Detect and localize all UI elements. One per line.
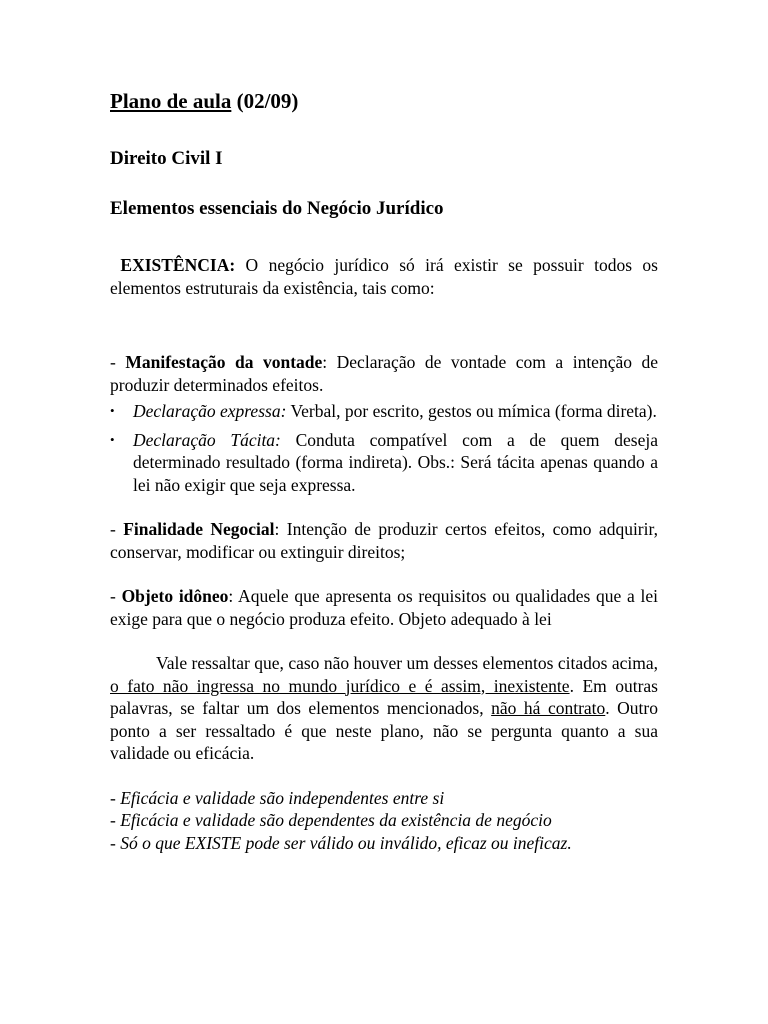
bullet-icon: • [110, 431, 115, 447]
existencia-text: O negócio jurídico só irá existir se possuir todos os elementos estruturais da existência, tais como: [110, 255, 658, 298]
list-item [110, 429, 658, 497]
bullet-label: Declaração expressa: [133, 401, 287, 421]
vale-text-3: . Outro ponto a ser ressaltado é que neste plano, não se pergunta quanto a sua validade ou eficácia. [110, 698, 658, 763]
finalidade-prefix: - [110, 519, 124, 539]
vale-text-1: Vale ressaltar que, caso não houver um desses elementos citados acima, [156, 653, 658, 673]
objeto-text: : Aquele que apresenta os requisitos ou qualidades que a lei exige para que o negócio produza efeito. Objeto adequado à lei [110, 586, 658, 629]
manifestacao-label: Manifestação da vontade [125, 352, 323, 372]
bullet-text: Conduta compatível com a de quem deseja determinado resultado (forma indireta). Obs.: Será tácita apenas quando a lei não exigir que seja expressa. [133, 429, 658, 495]
objeto-prefix: - [110, 586, 122, 606]
vale-paragraph [110, 652, 658, 765]
finalidade-label: Finalidade Negocial [123, 519, 275, 539]
vale-underline-2: não há contrato [491, 698, 606, 718]
conclusion-line: - Eficácia e validade são dependentes da existência de negócio [110, 810, 552, 830]
bullet-icon: • [110, 403, 115, 418]
page-title [110, 86, 658, 116]
declaration-list [110, 400, 658, 496]
title-underlined: Plano de aula [110, 89, 232, 113]
existencia-label: EXISTÊNCIA: [120, 255, 236, 275]
topic-heading: Elementos essenciais do Negócio Jurídico [110, 198, 444, 219]
manifestacao-text: : Declaração de vontade com a intenção de produzir determinados efeitos. [110, 352, 659, 395]
document-page [110, 86, 658, 854]
finalidade-text: : Intenção de produzir certos efeitos, como adquirir, conservar, modificar ou extinguir direitos; [110, 519, 659, 562]
existencia-paragraph [110, 254, 658, 299]
manifestacao-paragraph [110, 351, 658, 396]
vale-text-2: . Em outras palavras, se faltar um dos elementos mencionados, [110, 675, 658, 718]
bullet-text: Verbal, por escrito, gestos ou mímica (forma direta). [286, 401, 657, 421]
manifestacao-prefix: - [110, 352, 126, 372]
conclusion-line: - Eficácia e validade são independentes entre si [110, 787, 445, 808]
bullet-label: Declaração Tácita: [133, 429, 281, 450]
subject-heading: Direito Civil I [110, 148, 223, 169]
list-item [110, 400, 658, 423]
objeto-paragraph [110, 585, 658, 630]
title-date: (02/09) [231, 89, 299, 113]
conclusion-line: - Só o que EXISTE pode ser válido ou inválido, eficaz ou ineficaz. [110, 832, 572, 853]
objeto-label: Objeto idôneo [121, 586, 229, 606]
vale-underline-1: o fato não ingressa no mundo jurídico e é assim, inexistente [110, 675, 570, 696]
finalidade-paragraph [110, 518, 658, 563]
